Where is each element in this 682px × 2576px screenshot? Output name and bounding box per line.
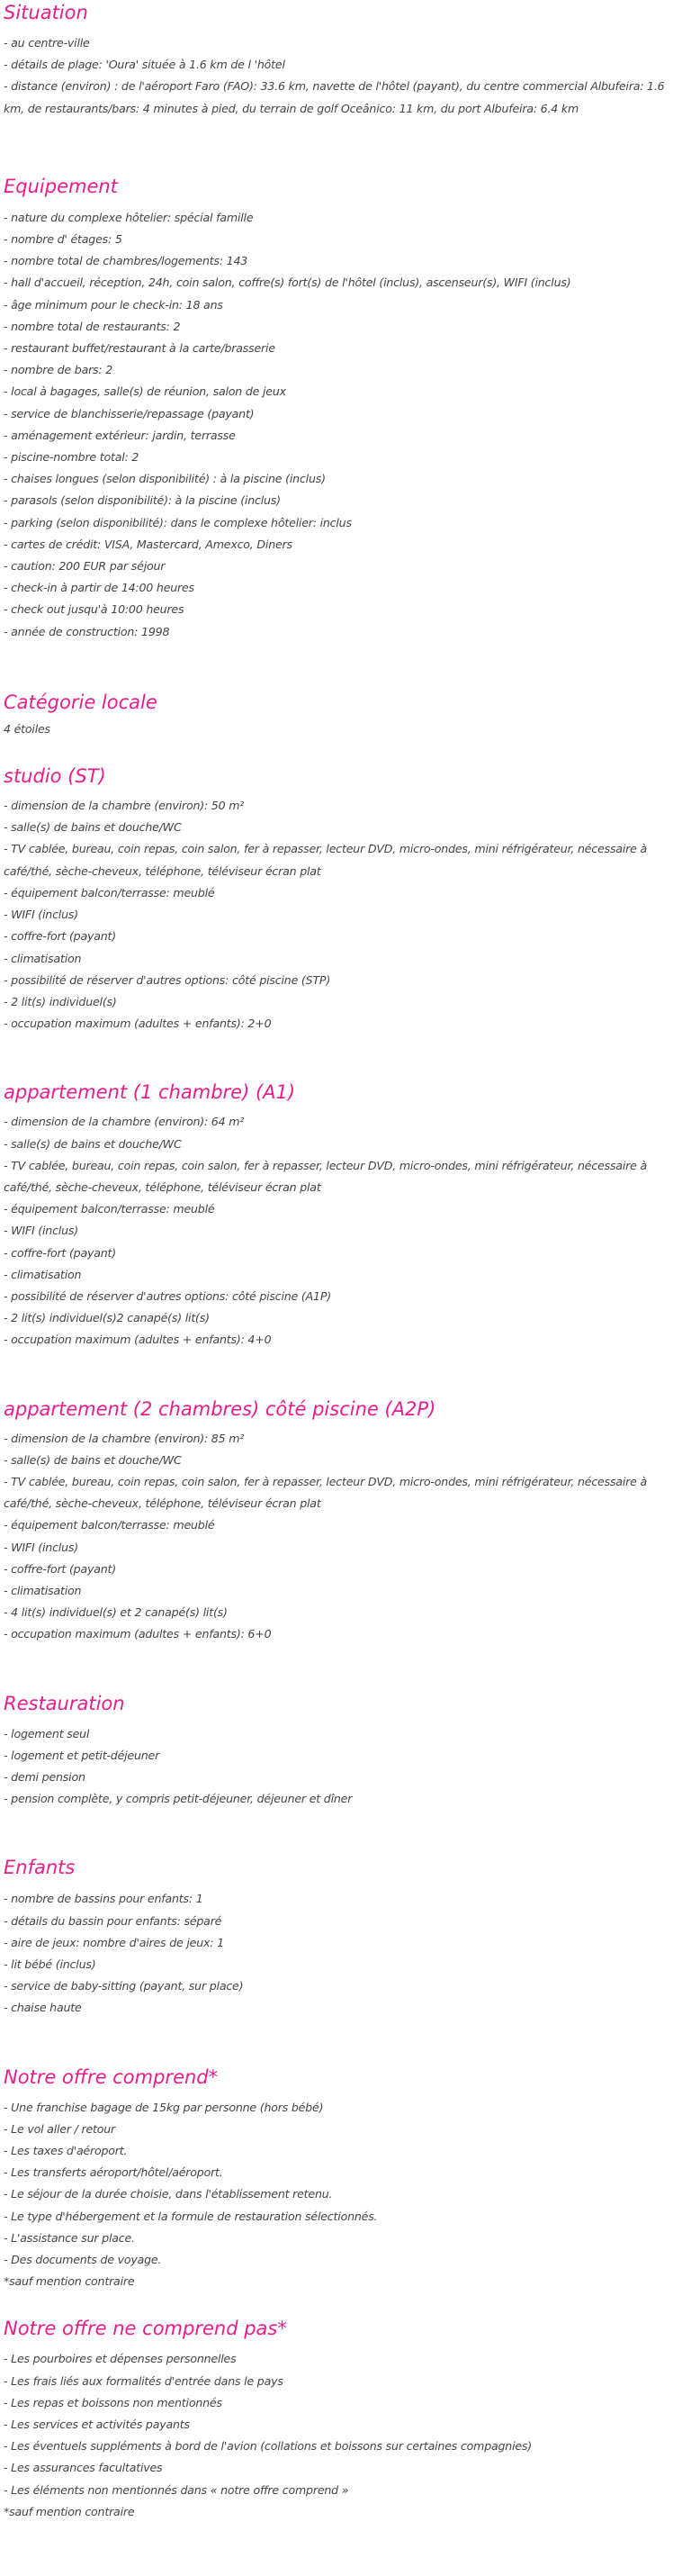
list-item: - équipement balcon/terrasse: meublé xyxy=(4,885,215,899)
list-item: - logement seul xyxy=(4,1726,90,1740)
list-item: - chaises longues (selon disponibilité) : à la piscine (inclus) xyxy=(4,472,326,486)
list-item: - Les repas et boissons non mentionnés xyxy=(4,2395,222,2409)
offre-note: *sauf mention contraire xyxy=(4,2274,135,2289)
categorie-list xyxy=(4,719,678,740)
non-offre-note: *sauf mention contraire xyxy=(4,2504,135,2518)
a2p-list xyxy=(4,1428,678,1646)
list-item: - équipement balcon/terrasse: meublé xyxy=(4,1202,215,1216)
list-item: - Le séjour de la durée choisie, dans l'établissement retenu. xyxy=(4,2187,333,2201)
section-title-categorie: Catégorie locale xyxy=(4,691,157,713)
section-title-enfants: Enfants xyxy=(4,1857,76,1879)
list-item: - dimension de la chambre (environ): 50 m² xyxy=(4,799,245,813)
list-item: - possibilité de réserver d'autres options: côté piscine (STP) xyxy=(4,972,331,987)
list-item: - WIFI (inclus) xyxy=(4,1224,78,1238)
list-item: - climatisation xyxy=(4,1267,82,1281)
list-item: - 4 lit(s) individuel(s) et 2 canapé(s) lit(s) xyxy=(4,1605,228,1620)
section-title-non-offre: Notre offre ne comprend pas* xyxy=(4,2318,287,2340)
section-equipement xyxy=(4,174,678,643)
section-title-situation: Situation xyxy=(4,2,88,23)
list-item: - WIFI (inclus) xyxy=(4,908,78,922)
list-item: - dimension de la chambre (environ): 64 m² xyxy=(4,1115,245,1129)
enfants-list xyxy=(4,1888,678,2019)
list-item: - restaurant buffet/restaurant à la carte/brasserie xyxy=(4,341,275,356)
list-item: - nombre de bars: 2 xyxy=(4,363,113,377)
list-item: - piscine-nombre total: 2 xyxy=(4,450,139,465)
list-item: - TV cablée, bureau, coin repas, coin salon, fer à repasser, lecteur DVD, micro-ondes, mini réfrigérateur, nécessaire à café/thé, sèche-cheveux, téléphone, téléviseur écran plat xyxy=(4,842,647,878)
list-item: - 2 lit(s) individuel(s) xyxy=(4,994,117,1008)
restauration-list xyxy=(4,1723,678,1811)
list-item: - coffre-fort (payant) xyxy=(4,1245,116,1260)
list-item: - détails du bassin pour enfants: séparé xyxy=(4,1913,222,1928)
list-item: - Les taxes d'aéroport. xyxy=(4,2144,128,2158)
list-item: - salle(s) de bains et douche/WC xyxy=(4,820,182,835)
section-restauration xyxy=(4,1691,678,1811)
list-item: - salle(s) de bains et douche/WC xyxy=(4,1452,182,1467)
a1-list xyxy=(4,1111,678,1351)
list-item: - dimension de la chambre (environ): 85 m² xyxy=(4,1431,245,1445)
list-item: - WIFI (inclus) xyxy=(4,1540,78,1554)
list-item: - parasols (selon disponibilité): à la piscine (inclus) xyxy=(4,493,281,508)
section-title-restauration: Restauration xyxy=(4,1692,125,1714)
equipement-list xyxy=(4,207,678,643)
list-item: - Les éventuels suppléments à bord de l'avion (collations et boissons sur certaines compagnies) xyxy=(4,2439,533,2454)
section-title-studio: studio (ST) xyxy=(4,765,106,788)
list-item: - check out jusqu'à 10:00 heures xyxy=(4,602,184,617)
list-item: - 2 lit(s) individuel(s)2 canapé(s) lit(s) xyxy=(4,1311,210,1325)
list-item: - check-in à partir de 14:00 heures xyxy=(4,581,194,595)
list-item: - coffre-fort (payant) xyxy=(4,1561,116,1576)
list-item: - détails de plage: 'Oura' située à 1.6 km de l 'hôtel xyxy=(4,58,285,72)
list-item: - TV cablée, bureau, coin repas, coin salon, fer à repasser, lecteur DVD, micro-ondes, mini réfrigérateur, nécessaire à café/thé, sèche-cheveux, téléphone, téléviseur écran plat xyxy=(4,1158,647,1194)
section-title-offre: Notre offre comprend* xyxy=(4,2065,219,2088)
list-item: - aire de jeux: nombre d'aires de jeux: 1 xyxy=(4,1935,224,1949)
list-item: - pension complète, y compris petit-déjeuner, déjeuner et dîner xyxy=(4,1792,353,1806)
list-item: - caution: 200 EUR par séjour xyxy=(4,559,166,574)
list-item: - nombre de bassins pour enfants: 1 xyxy=(4,1892,203,1906)
section-categorie xyxy=(4,690,678,740)
list-item: - lit bébé (inclus) xyxy=(4,1957,96,1971)
list-item: - année de construction: 1998 xyxy=(4,624,170,638)
list-item: - local à bagages, salle(s) de réunion, salon de jeux xyxy=(4,384,286,399)
list-item: - parking (selon disponibilité): dans le complexe hôtelier: inclus xyxy=(4,515,352,529)
list-item: - climatisation xyxy=(4,951,82,965)
list-item: - au centre-ville xyxy=(4,36,90,50)
list-item: - logement et petit-déjeuner xyxy=(4,1748,160,1762)
list-item: - nombre d' étages: 5 xyxy=(4,232,122,247)
section-offre-comprend xyxy=(4,2065,678,2293)
situation-list xyxy=(4,32,678,120)
offre-list xyxy=(4,2097,678,2272)
list-item: - Des documents de voyage. xyxy=(4,2253,162,2267)
list-item: - distance (environ) : de l'aéroport Faro (FAO): 33.6 km, navette de l'hôtel (payant), du centre commercial Albufeira: 1.6 km, de restaurants/bars: 4 minutes à pied, du terrain de golf Oceânico: 11 km, du port Albufeira: 6.4 km xyxy=(4,79,665,115)
non-offre-list xyxy=(4,2348,678,2500)
list-item: - L'assistance sur place. xyxy=(4,2230,135,2245)
list-item: - service de blanchisserie/repassage (payant) xyxy=(4,406,255,420)
list-item: - coffre-fort (payant) xyxy=(4,929,116,944)
list-item: - hall d'accueil, réception, 24h, coin salon, coffre(s) fort(s) de l'hôtel (inclus), ascenseur(s), WIFI (inclus) xyxy=(4,276,571,290)
list-item: - Le type d'hébergement et la formule de restauration sélectionnés. xyxy=(4,2209,378,2223)
list-item: 4 étoiles xyxy=(4,721,50,736)
studio-list xyxy=(4,795,678,1035)
list-item: - service de baby-sitting (payant, sur place) xyxy=(4,1979,244,1993)
list-item: - occupation maximum (adultes + enfants): 6+0 xyxy=(4,1627,272,1641)
list-item: - Une franchise bagage de 15kg par personne (hors bébé) xyxy=(4,2100,324,2114)
section-title-a2p: appartement (2 chambres) côté piscine (A2P) xyxy=(4,1397,436,1420)
list-item: - climatisation xyxy=(4,1583,82,1597)
section-offre-ne-comprend-pas xyxy=(4,2316,678,2523)
list-item: - Les assurances facultatives xyxy=(4,2461,163,2475)
list-item: - Les services et activités payants xyxy=(4,2418,190,2432)
section-enfants xyxy=(4,1855,678,2019)
list-item: - nature du complexe hôtelier: spécial famille xyxy=(4,210,254,224)
list-item: - cartes de crédit: VISA, Mastercard, Amexco, Diners xyxy=(4,537,292,551)
list-item: - occupation maximum (adultes + enfants): 4+0 xyxy=(4,1333,272,1347)
list-item: - occupation maximum (adultes + enfants): 2+0 xyxy=(4,1017,272,1031)
list-item: - âge minimum pour le check-in: 18 ans xyxy=(4,297,223,312)
section-room-a2p xyxy=(4,1396,678,1646)
section-room-studio xyxy=(4,764,678,1035)
list-item: - demi pension xyxy=(4,1769,85,1784)
section-title-a1: appartement (1 chambre) (A1) xyxy=(4,1081,296,1104)
list-item: - aménagement extérieur: jardin, terrasse xyxy=(4,428,236,442)
list-item: - nombre total de restaurants: 2 xyxy=(4,319,181,333)
section-room-a1 xyxy=(4,1080,678,1351)
section-situation xyxy=(4,0,678,120)
list-item: - chaise haute xyxy=(4,2001,82,2015)
section-title-equipement: Equipement xyxy=(4,175,118,197)
list-item: - Les éléments non mentionnés dans « notre offre comprend » xyxy=(4,2482,349,2497)
list-item: - équipement balcon/terrasse: meublé xyxy=(4,1518,215,1532)
list-item: - Les transferts aéroport/hôtel/aéroport. xyxy=(4,2165,223,2180)
list-item: - Les pourboires et dépenses personnelles xyxy=(4,2352,237,2366)
list-item: - possibilité de réserver d'autres options: côté piscine (A1P) xyxy=(4,1288,331,1303)
list-item: - Les frais liés aux formalités d'entrée dans le pays xyxy=(4,2373,283,2388)
list-item: - salle(s) de bains et douche/WC xyxy=(4,1136,182,1151)
list-item: - nombre total de chambres/logements: 143 xyxy=(4,254,248,268)
list-item: - TV cablée, bureau, coin repas, coin salon, fer à repasser, lecteur DVD, micro-ondes, mini réfrigérateur, nécessaire à café/thé, sèche-cheveux, téléphone, téléviseur écran plat xyxy=(4,1474,647,1511)
list-item: - Le vol aller / retour xyxy=(4,2121,115,2136)
